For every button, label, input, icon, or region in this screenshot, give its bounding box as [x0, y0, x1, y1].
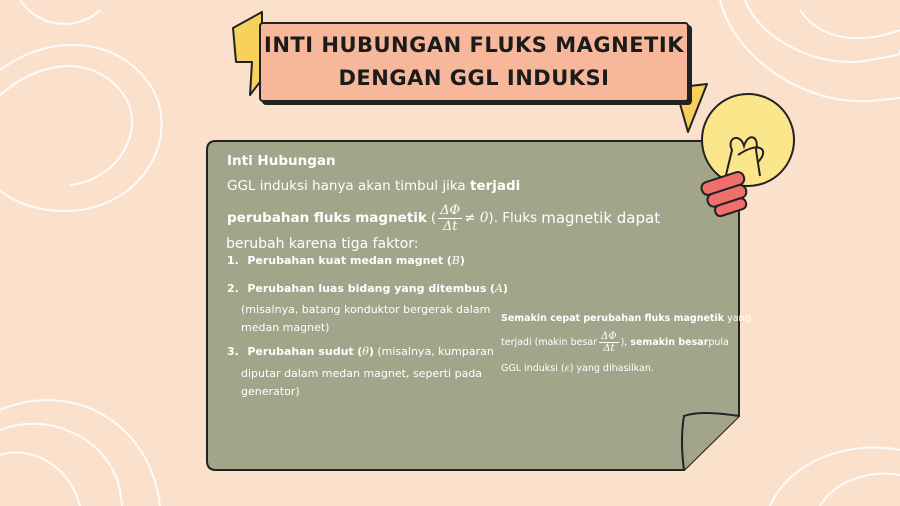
note-line-3	[501, 363, 654, 374]
factor-3-detail-3: generator)	[241, 385, 300, 398]
neq-zero: ≠ 0	[464, 210, 489, 226]
fraction-numerator: ΔΦ	[440, 202, 461, 218]
title-line-2: DENGAN GGL INDUKSI	[338, 66, 610, 90]
factor-2-detail-2: medan magnet)	[241, 321, 330, 334]
intro-line-1-bold: terjadi	[469, 178, 521, 194]
note-line-3-a: GGL induksi (	[501, 363, 565, 374]
note-fraction	[599, 331, 618, 354]
emf-symbol: ε	[564, 363, 570, 374]
factor-symbol-3: θ	[362, 345, 369, 358]
note-fraction-numerator: ΔΦ	[601, 330, 617, 342]
intro-line-2-bold: perubahan fluks magnetik	[227, 210, 427, 226]
intro-line-1-text: GGL induksi hanya akan timbul jika	[227, 178, 470, 194]
note-line-2: terjadi (makin besar $\frac{\Delta\Phi}{\Delta t}$ ), semakin besar pula	[501, 330, 729, 354]
note-line-2-bold: semakin besar	[630, 336, 709, 348]
factor-title-1: Perubahan kuat medan magnet	[247, 254, 444, 267]
fraction-denominator: Δt	[442, 218, 458, 234]
factor-number-2: 2.	[227, 282, 239, 295]
factor-number-1: 1.	[227, 254, 239, 267]
card-heading: Inti Hubungan	[227, 153, 336, 169]
factor-item-2: 2. Perubahan luas bidang yang ditembus (A)	[227, 282, 508, 295]
intro-line-2-big: magnetik dapat	[541, 209, 661, 227]
intro-line-2: perubahan fluks magnetik ( $\frac{\Delta\Phi}{\Delta t}$ ≠ 0 ). Fluks magnetik dapat	[227, 202, 661, 234]
intro-line-1	[227, 178, 520, 194]
note-fraction-denominator: Δt	[603, 342, 615, 354]
factor-title-2: Perubahan luas bidang yang ditembus	[247, 282, 487, 295]
intro-line-2-rest: Fluks	[502, 210, 538, 226]
note-line-2-rest: pula	[708, 336, 729, 348]
factor-title-3: Perubahan sudut	[247, 345, 354, 358]
factor-symbol-1: B	[451, 254, 460, 267]
note-line-1	[501, 313, 751, 324]
title-line-1: INTI HUBUNGAN FLUKS MAGNETIK	[264, 33, 684, 57]
note-line-1-rest: yang	[724, 313, 751, 324]
factor-symbol-2: A	[494, 282, 503, 295]
intro-line-3: berubah karena tiga faktor:	[226, 236, 419, 252]
note-line-2-text: terjadi (makin besar	[501, 336, 598, 348]
factor-item-1: 1. Perubahan kuat medan magnet (B)	[227, 254, 465, 267]
factor-3-detail-1: (misalnya, kumparan	[373, 345, 494, 358]
flux-change-fraction	[438, 203, 462, 234]
factor-item-3: 3. Perubahan sudut (θ) (misalnya, kumparan	[227, 345, 494, 358]
factor-number-3: 3.	[227, 345, 239, 358]
note-line-3-b: ) yang dihasilkan.	[569, 363, 654, 374]
factor-2-detail-1: (misalnya, batang konduktor bergerak dalam	[241, 303, 491, 316]
factor-3-detail-2: diputar dalam medan magnet, seperti pada	[241, 367, 483, 380]
note-line-1-bold: Semakin cepat perubahan fluks magnetik	[501, 313, 725, 324]
